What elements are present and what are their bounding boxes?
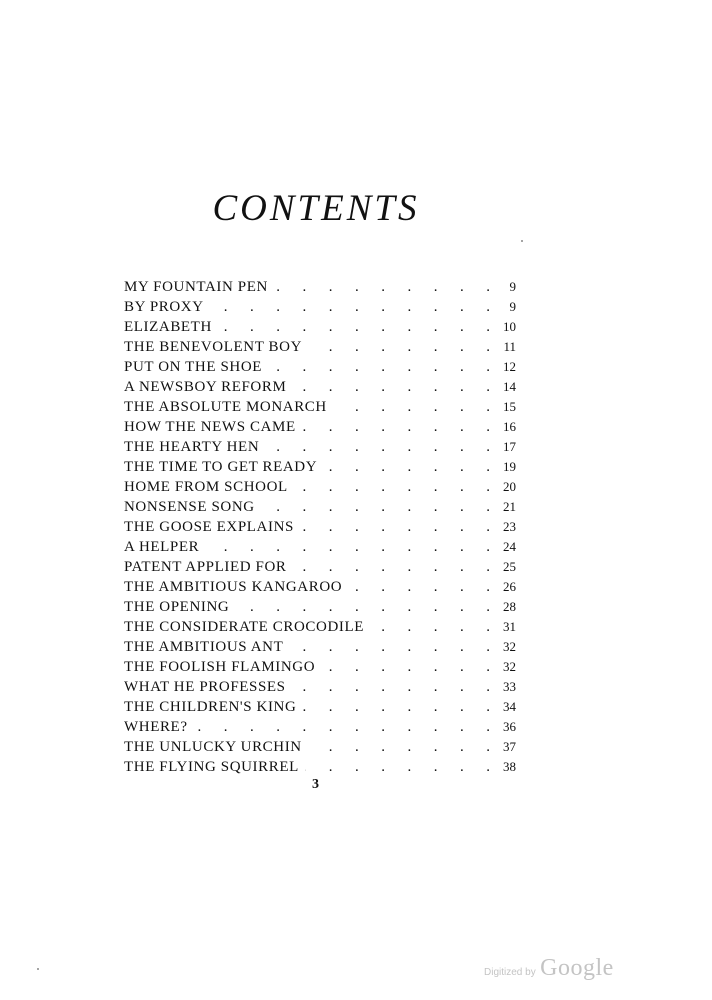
toc-entry (124, 637, 516, 657)
dot-leader (323, 457, 490, 477)
dot-leader (235, 597, 490, 617)
toc-entry-page: 16 (503, 419, 516, 434)
toc-entry-title: THE TIME TO GET READY (124, 459, 318, 475)
dot-leader (333, 397, 490, 417)
toc-entry (124, 317, 516, 337)
dot-leader (292, 677, 490, 697)
toc-entry-page: 12 (503, 359, 516, 374)
toc-entry-page: 15 (503, 399, 516, 414)
table-of-contents (124, 277, 516, 777)
toc-entry-title: ELIZABETH (124, 319, 212, 335)
toc-entry-title: A HELPER (124, 539, 200, 555)
toc-entry-title: THE GOOSE EXPLAINS (124, 519, 294, 535)
toc-entry-title: PATENT APPLIED FOR (124, 559, 287, 575)
toc-entry-title: THE AMBITIOUS ANT (124, 639, 284, 655)
toc-entry-title: HOME FROM SCHOOL (124, 479, 288, 495)
toc-entry-page: 11 (503, 339, 516, 354)
toc-entry (124, 677, 516, 697)
dot-leader (308, 737, 490, 757)
dot-leader (321, 657, 490, 677)
toc-entry-title: NONSENSE SONG (124, 499, 255, 515)
scan-speck (521, 240, 523, 242)
dot-leader (302, 417, 490, 437)
toc-entry (124, 417, 516, 437)
toc-entry (124, 697, 516, 717)
toc-entry-page: 10 (503, 319, 516, 334)
dot-leader (292, 377, 490, 397)
toc-entry-page: 36 (503, 719, 516, 734)
toc-entry (124, 537, 516, 557)
dot-leader (205, 537, 490, 557)
toc-entry (124, 577, 516, 597)
toc-entry-title: THE OPENING (124, 599, 230, 615)
toc-entry (124, 337, 516, 357)
toc-entry (124, 397, 516, 417)
toc-entry-title: THE FOOLISH FLAMINGO (124, 659, 316, 675)
scan-speck (37, 968, 39, 970)
dot-leader (305, 757, 490, 777)
toc-entry-title: WHAT HE PROFESSES (124, 679, 286, 695)
toc-entry-page: 23 (503, 519, 516, 534)
toc-entry-page: 14 (503, 379, 516, 394)
toc-entry-title: WHERE? (124, 719, 188, 735)
toc-entry (124, 437, 516, 457)
google-logo: Google (540, 955, 614, 981)
toc-entry (124, 717, 516, 737)
toc-entry (124, 657, 516, 677)
toc-entry-page: 32 (503, 639, 516, 654)
toc-entry-title: HOW THE NEWS CAME (124, 419, 296, 435)
toc-entry-title: MY FOUNTAIN PEN (124, 279, 268, 295)
toc-entry (124, 477, 516, 497)
toc-entry-title: BY PROXY (124, 299, 204, 315)
dot-leader (265, 437, 490, 457)
dot-leader (302, 697, 490, 717)
toc-entry (124, 557, 516, 577)
dot-leader (308, 337, 490, 357)
toc-entry (124, 617, 516, 637)
watermark-prefix: Digitized by (484, 967, 536, 978)
toc-entry-title: THE CONSIDERATE CROCODILE (124, 619, 364, 635)
toc-entry (124, 737, 516, 757)
dot-leader (268, 357, 490, 377)
toc-entry-title: A NEWSBOY REFORM (124, 379, 287, 395)
dot-leader (218, 317, 490, 337)
toc-entry-page: 24 (503, 539, 516, 554)
toc-entry-page: 9 (509, 279, 516, 294)
toc-entry-page: 20 (503, 479, 516, 494)
dot-leader (261, 497, 490, 517)
dot-leader (293, 557, 490, 577)
toc-entry-page: 37 (503, 739, 516, 754)
toc-entry-page: 21 (503, 499, 516, 514)
toc-entry-title: THE UNLUCKY URCHIN (124, 739, 302, 755)
toc-entry-title: THE AMBITIOUS KANGAROO (124, 579, 343, 595)
dot-leader (300, 517, 490, 537)
dot-leader (274, 277, 490, 297)
toc-entry-page: 33 (503, 679, 516, 694)
toc-entry-title: PUT ON THE SHOE (124, 359, 263, 375)
toc-entry-page: 31 (503, 619, 516, 634)
toc-entry-page: 32 (503, 659, 516, 674)
toc-entry-page: 17 (503, 439, 516, 454)
toc-entry (124, 757, 516, 777)
toc-entry (124, 497, 516, 517)
toc-entry (124, 377, 516, 397)
dot-leader (294, 477, 490, 497)
toc-entry-page: 26 (503, 579, 516, 594)
dot-leader (348, 577, 490, 597)
toc-entry (124, 597, 516, 617)
toc-entry-title: THE ABSOLUTE MONARCH (124, 399, 327, 415)
toc-entry-page: 28 (503, 599, 516, 614)
toc-entry-page: 9 (509, 299, 516, 314)
toc-entry-page: 19 (503, 459, 516, 474)
toc-entry-title: THE FLYING SQUIRREL (124, 759, 299, 775)
toc-entry-page: 34 (503, 699, 516, 714)
page-number: 3 (312, 777, 319, 792)
dot-leader (194, 717, 490, 737)
toc-entry-page: 38 (503, 759, 516, 774)
toc-entry-title: THE HEARTY HEN (124, 439, 260, 455)
dot-leader (289, 637, 490, 657)
toc-entry-title: THE CHILDREN'S KING (124, 699, 297, 715)
toc-entry (124, 297, 516, 317)
dot-leader (210, 297, 490, 317)
digitized-watermark (484, 955, 614, 982)
toc-entry (124, 517, 516, 537)
toc-entry-title: THE BENEVOLENT BOY (124, 339, 303, 355)
toc-entry (124, 277, 516, 297)
dot-leader (370, 617, 490, 637)
toc-entry (124, 457, 516, 477)
toc-entry (124, 357, 516, 377)
page-title: CONTENTS (212, 188, 420, 229)
toc-entry-page: 25 (503, 559, 516, 574)
